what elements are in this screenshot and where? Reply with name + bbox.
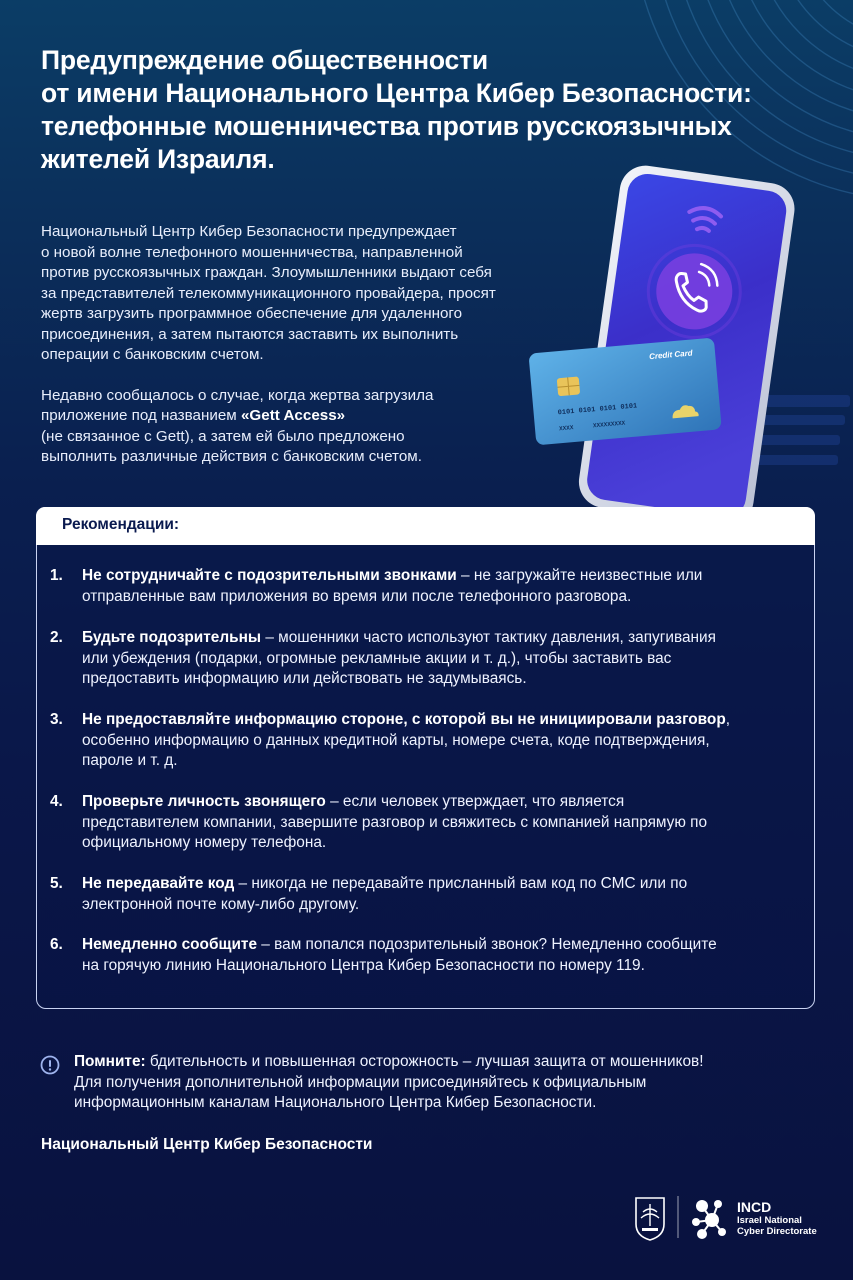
recommendation-heading: Не сотрудничайте с подозрительными звонками [82, 567, 457, 584]
recommendation-line: особенно информацию о данных кредитной карты, номере счета, коде подтверждения, [82, 731, 710, 749]
remember-heading: Помните: [74, 1053, 146, 1070]
recommendation-text [82, 792, 812, 854]
recommendation-text [82, 566, 812, 607]
signature: Национальный Центр Кибер Безопасности [41, 1136, 373, 1153]
title-line-3: телефонные мошенничества против русскоязычных [41, 111, 732, 141]
intro-line: (не связанное с Gett), а затем ей было предложено [41, 427, 405, 445]
card-extra: XXXXXXXXX [592, 419, 626, 430]
recommendation-number: 5. [50, 875, 63, 892]
intro-line: операции с банковским счетом. [41, 346, 264, 363]
recommendation-line: или убеждения (подарки, огромные рекламные акции и т. д.), чтобы заставить вас [82, 649, 672, 667]
intro-line: присоединения, а затем пытаются заставить их выполнить [41, 325, 459, 343]
title-line-1: Предупреждение общественности [41, 45, 488, 75]
recommendation-line: электронной почте кому-либо другому. [82, 895, 360, 913]
incd-subtitle-line: Israel National [737, 1215, 802, 1226]
incd-subtitle-line: Cyber Directorate [737, 1226, 817, 1237]
intro-line: выполнить различные действия с банковским счетом. [41, 448, 422, 465]
app-name-highlight: «Gett Access» [240, 407, 346, 424]
intro-paragraph-1 [41, 222, 541, 366]
incd-wordmark [737, 1200, 817, 1237]
recommendation-line-rest: – не загружайте неизвестные или [456, 567, 703, 584]
recommendation-line-rest: – если человек утверждает, что является [325, 793, 625, 810]
intro-line: Недавно сообщалось о случае, когда жертва загрузила [41, 386, 434, 404]
recommendation-line: пароле и т. д. [82, 752, 178, 769]
card-holder: XXXX [558, 424, 574, 433]
remember-line-rest: бдительность и повышенная осторожность – лучшая защита от мошенников! [145, 1053, 704, 1070]
recommendation-text [82, 935, 812, 976]
recommendation-number: 3. [50, 711, 63, 728]
title-line-2: от имени Национального Центра Кибер Безопасности: [41, 78, 752, 108]
recommendation-line [82, 792, 812, 813]
intro-line-text: приложение под названием [41, 407, 241, 424]
recommendation-line [82, 566, 812, 587]
incd-logo-icon [692, 1200, 726, 1239]
info-icon [40, 1055, 60, 1075]
recommendation-line [82, 874, 812, 895]
remember-line [74, 1052, 824, 1073]
page-title [41, 44, 821, 176]
intro-line: Национальный Центр Кибер Безопасности предупреждает [41, 223, 457, 240]
recommendation-line: представителем компании, завершите разговор и свяжитесь с компанией напрямую по [82, 813, 708, 831]
credit-card [528, 338, 721, 446]
recommendation-line: отправленные вам приложения во время или после телефонного разговора. [82, 587, 632, 605]
title-line-4: жителей Израиля. [41, 144, 275, 174]
intro-line: против русскоязычных граждан. Злоумышленники выдают себя [41, 264, 492, 281]
recommendation-line-rest: , [725, 711, 731, 728]
recommendation-heading: Не предоставляйте информацию стороне, с которой вы не инициировали разговор [82, 711, 726, 728]
state-emblem-icon [636, 1198, 664, 1240]
recommendation-heading: Проверьте личность звонящего [82, 793, 326, 810]
recommendation-text [82, 628, 812, 690]
recommendation-line: на горячую линию Национального Центра Кибер Безопасности по номеру 119. [82, 956, 645, 974]
incd-title: INCD [737, 1199, 772, 1215]
recommendations-header [36, 507, 815, 545]
recommendation-line-rest: – мошенники часто используют тактику давления, запугивания [261, 629, 716, 646]
intro-line: жертв загрузить программное обеспечение для удаленного [41, 305, 463, 322]
recommendation-number: 6. [50, 936, 63, 953]
remember-text [74, 1052, 824, 1114]
incd-subtitle [737, 1215, 817, 1237]
remember-line: Для получения дополнительной информации присоединяйтесь к официальным [74, 1073, 647, 1091]
recommendation-line-rest: – никогда не передавайте присланный вам код по СМС или по [234, 875, 688, 892]
phone-illustration [520, 160, 853, 540]
recommendation-number: 1. [50, 567, 63, 584]
recommendation-line: официальному номеру телефона. [82, 834, 327, 851]
recommendation-heading: Немедленно сообщите [82, 936, 258, 953]
card-label: Credit Card [648, 348, 693, 362]
recommendation-text [82, 710, 812, 772]
intro-line: о новой волне телефонного мошенничества, направленной [41, 243, 463, 261]
recommendation-heading: Будьте подозрительны [82, 629, 262, 646]
recommendation-number: 4. [50, 793, 63, 810]
recommendations-title: Рекомендации: [62, 516, 180, 533]
recommendation-line [82, 935, 812, 956]
intro-paragraph-2 [41, 386, 541, 468]
intro-line [41, 406, 541, 427]
recommendation-line [82, 710, 812, 731]
recommendation-line-rest: – вам попался подозрительный звонок? Немедленно сообщите [257, 936, 717, 953]
remember-line: информационным каналам Национального Центра Кибер Безопасности. [74, 1094, 597, 1111]
recommendation-text [82, 874, 812, 915]
intro-text [41, 222, 541, 468]
card-number: 0101 0101 0101 0101 [557, 402, 638, 418]
intro-line: за представителей телекоммуникационного провайдера, просят [41, 284, 496, 302]
recommendation-line [82, 628, 812, 649]
recommendation-heading: Не передавайте код [82, 875, 235, 892]
footer-decorative-lines [0, 1186, 640, 1246]
recommendation-line: предоставить информацию или действовать не задумываясь. [82, 670, 527, 687]
recommendation-number: 2. [50, 629, 63, 646]
